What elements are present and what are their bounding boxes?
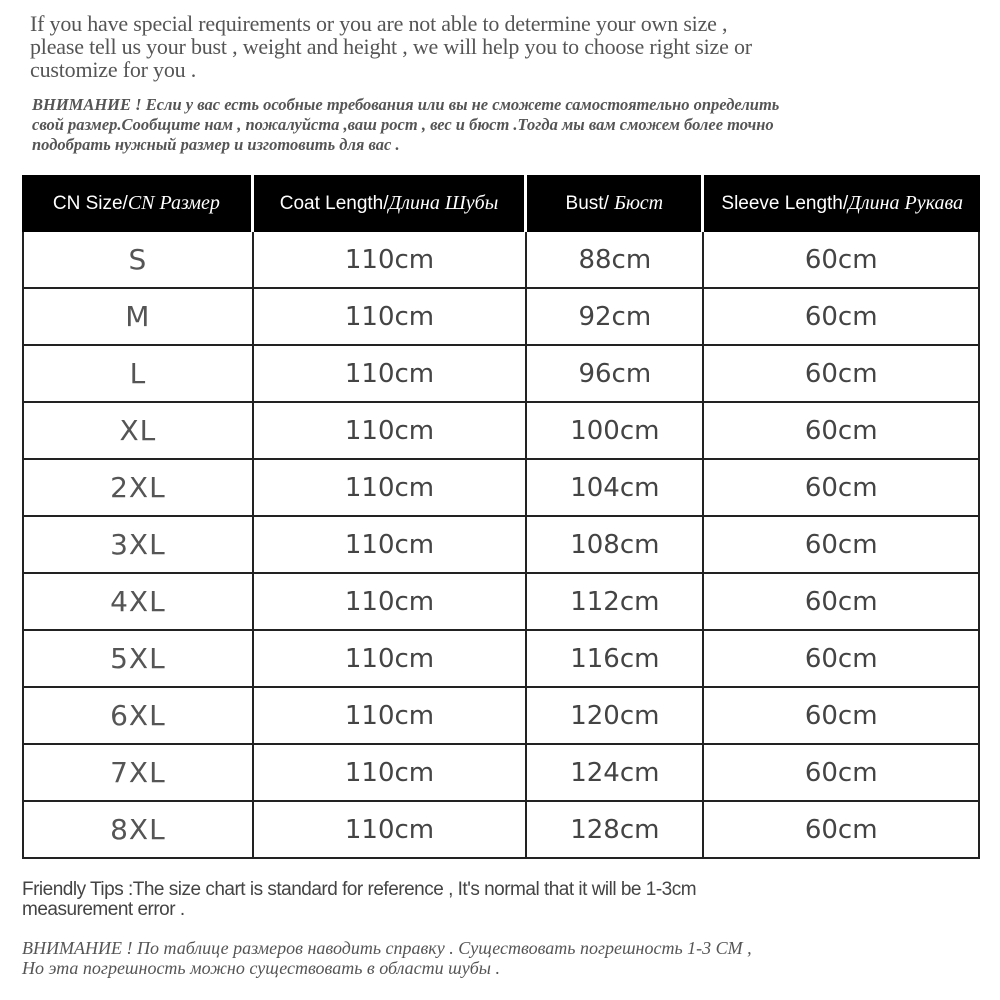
cell-size: 3XL [22, 517, 254, 574]
header-cn-size [22, 175, 254, 232]
header-sleeve-length [704, 175, 980, 232]
table-body [22, 232, 980, 859]
cell-coat-length: 110cm [254, 631, 527, 688]
cell-sleeve-length: 60cm [704, 745, 980, 802]
size-chart-table [22, 175, 980, 859]
table-row [22, 403, 980, 460]
cell-bust: 124cm [527, 745, 704, 802]
cell-sleeve-length: 60cm [704, 346, 980, 403]
cell-coat-length: 110cm [254, 346, 527, 403]
intro-en-line: If you have special requirements or you are not able to determine your own size , [30, 11, 728, 36]
cell-coat-length: 110cm [254, 517, 527, 574]
header-en: Sleeve Length/ [721, 193, 849, 214]
tips-en-line: Friendly Tips :The size chart is standard for reference , It's normal that it will be 1-3cm [22, 879, 697, 900]
table-row [22, 232, 980, 289]
cell-size: 4XL [22, 574, 254, 631]
cell-sleeve-length: 60cm [704, 403, 980, 460]
intro-en-line: please tell us your bust , weight and height , we will help you to choose right size or [30, 34, 752, 59]
tips-ru-line: Но эта погрешность можно существовать в области шубы . [22, 958, 500, 978]
cell-sleeve-length: 60cm [704, 460, 980, 517]
cell-sleeve-length: 60cm [704, 802, 980, 859]
cell-coat-length: 110cm [254, 574, 527, 631]
header-en: Coat Length/ [279, 193, 389, 214]
cell-sleeve-length: 60cm [704, 688, 980, 745]
cell-bust: 88cm [527, 232, 704, 289]
cell-bust: 100cm [527, 403, 704, 460]
cell-sleeve-length: 60cm [704, 574, 980, 631]
table-row [22, 688, 980, 745]
cell-size: 5XL [22, 631, 254, 688]
cell-coat-length: 110cm [254, 403, 527, 460]
cell-sleeve-length: 60cm [704, 289, 980, 346]
cell-bust: 92cm [527, 289, 704, 346]
cell-size: 6XL [22, 688, 254, 745]
cell-coat-length: 110cm [254, 688, 527, 745]
header-ru: Бюст [614, 192, 664, 214]
intro-ru-line: свой размер.Сообщите нам , пожалуйста ,ваш рост , вес и бюст .Тогда мы вам сможем более точно [32, 115, 774, 134]
table-row [22, 745, 980, 802]
header-ru: Длина Рукава [848, 192, 964, 214]
table-row [22, 460, 980, 517]
cell-bust: 96cm [527, 346, 704, 403]
cell-size: 2XL [22, 460, 254, 517]
header-en: CN Size/ [52, 193, 128, 214]
cell-coat-length: 110cm [254, 289, 527, 346]
cell-bust: 112cm [527, 574, 704, 631]
cell-size: 8XL [22, 802, 254, 859]
cell-bust: 116cm [527, 631, 704, 688]
cell-bust: 108cm [527, 517, 704, 574]
intro-ru-line: ВНИМАНИЕ ! Если у вас есть особные требования или вы не сможете самостоятельно определить [32, 95, 780, 114]
intro-en-line: customize for you . [30, 57, 197, 82]
cell-coat-length: 110cm [254, 745, 527, 802]
tips-russian [22, 938, 982, 978]
table-header-row [22, 175, 980, 232]
cell-coat-length: 110cm [254, 232, 527, 289]
header-en: Bust/ [565, 193, 615, 214]
cell-size: 7XL [22, 745, 254, 802]
cell-coat-length: 110cm [254, 460, 527, 517]
header-ru: CN Размер [127, 192, 220, 214]
header-bust [527, 175, 704, 232]
intro-ru-line: подобрать нужный размер и изготовить для вас . [32, 135, 400, 154]
cell-sleeve-length: 60cm [704, 631, 980, 688]
tips-english [22, 880, 922, 920]
cell-bust: 104cm [527, 460, 704, 517]
tips-ru-line: ВНИМАНИЕ ! По таблице размеров наводить справку . Существовать погрешность 1-3 СМ , [22, 938, 752, 958]
tips-en-line: measurement error . [22, 899, 185, 920]
header-coat-length [254, 175, 527, 232]
header-ru: Длина Шубы [388, 192, 499, 214]
intro-english [30, 12, 980, 81]
table-row [22, 346, 980, 403]
table-row [22, 517, 980, 574]
cell-size: M [22, 289, 254, 346]
table-row [22, 802, 980, 859]
cell-sleeve-length: 60cm [704, 517, 980, 574]
table-row [22, 631, 980, 688]
cell-bust: 128cm [527, 802, 704, 859]
cell-sleeve-length: 60cm [704, 232, 980, 289]
table-row [22, 289, 980, 346]
cell-size: XL [22, 403, 254, 460]
cell-size: S [22, 232, 254, 289]
table-row [22, 574, 980, 631]
cell-coat-length: 110cm [254, 802, 527, 859]
cell-bust: 120cm [527, 688, 704, 745]
intro-russian [32, 95, 992, 155]
cell-size: L [22, 346, 254, 403]
